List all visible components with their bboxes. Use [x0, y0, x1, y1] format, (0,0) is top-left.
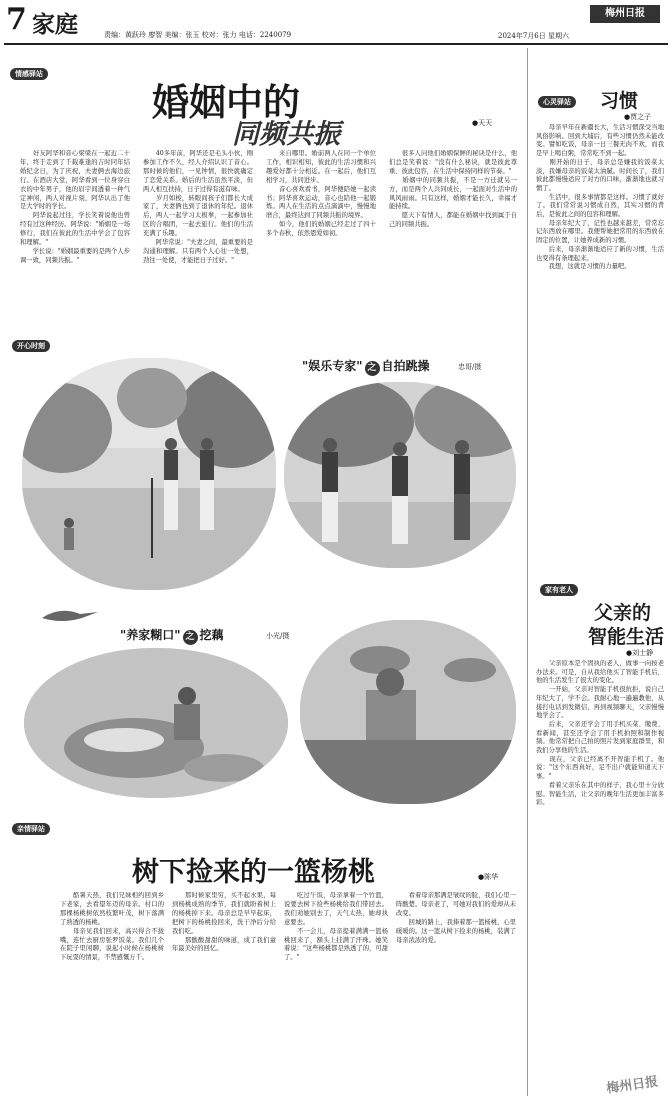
photo1-author: 忠哥/摄: [458, 363, 482, 371]
article2-column-2: 那时候家里穷，买不起水果，每到杨桃成熟的季节，我们就盼着树上的杨桃掉下来。母亲总是早早起床，把树下的杨桃捡回来，洗干净后分给我们吃。 那酸酸甜甜的味道，成了我们童年最美好的回忆。: [172, 892, 276, 953]
page-number: 7: [6, 2, 27, 37]
photo1-caption-a: "娱乐专家": [302, 359, 363, 373]
editor-credits: 责编：黄跃玲 廖智 美编：张玉 校对：张力 电话：2240079: [104, 31, 292, 39]
article1-tag: 情感驿站: [10, 68, 48, 80]
side1-author: ●贾之子: [624, 113, 652, 121]
side1-title: 习惯: [600, 90, 639, 112]
dance-photo-left: [22, 358, 276, 590]
side2-title-a: 父亲的: [594, 602, 652, 624]
photo1-caption-b: 自拍跳操: [381, 359, 430, 373]
article2-title: 树下捡来的一篮杨桃: [132, 857, 375, 888]
article1-column-1: 好友阿华和音心梁梁在一起近二十年，终于走到了千载难逢的吉时同年结婚纪念日，为了庆祝，夫妻俩去海边旅行。在酒店大堂，阿华看到一位身穿白衣的中年男子，他的眉宇间透着一种气定神闲，两人对视片刻，阿华认出了他是大学时的学长。 阿华说起过往，学长笑着说他也曾经有过这种经历。阿华说："婚姻是一场修行，我们在彼此的生活中学会了包容和理解。" 学长说："婚姻最重要的是两个人步调一致，同频共振。": [20, 150, 130, 264]
photo2-caption-a: "养家糊口": [120, 628, 181, 642]
photo1-caption: [302, 357, 430, 376]
article1-column-2: 40多年前，阿华还是毛头小伙，刚参加工作不久，经人介绍认识了音心。那时候的他们，一见钟情，很快就确定了恋爱关系。婚后的生活虽然平淡，但两人相互扶持，日子过得有滋有味。 岁月如梭，转眼间孩子们都长大成家了，夫妻俩也到了退休的年纪。退休后，两人一起学习太极拳，一起参加社区的合唱团，一起去旅行。他们的生活充满了乐趣。 阿华常说："夫妻之间，最重要的是沟通和理解。只有两个人心往一处想，劲往一处使，才能把日子过好。": [143, 150, 253, 264]
header-rule: [4, 43, 668, 45]
photo1-caption-circle: 之: [365, 361, 380, 376]
side1-tag: 心灵驿站: [538, 96, 576, 108]
page-header: [0, 0, 672, 44]
article1-subtitle: 同频共振: [232, 119, 340, 150]
article2-column-4: 看着母亲那满是皱纹的脸，我们心里一阵酸楚。母亲老了，可她对我们的爱却从未改变。 回城的路上，我捧着那一篮杨桃，心里暖暖的。这一篮从树下捡来的杨桃，装满了母亲浓浓的爱。: [396, 892, 516, 944]
bird-decoration: [40, 604, 100, 624]
photo2-caption-b: 挖藕: [199, 628, 224, 642]
lotus-photo-left-art: [24, 648, 288, 798]
side2-body: 父亲原本是个固执的老人，做事一向按老办法来。可是，自从我给他买了智能手机后，他的生活发生了很大的变化。 一开始，父亲对智能手机很抗拒，说自己年纪大了，学不会。我耐心地一遍遍教他，从接打电话到发微信，再到视频聊天，父亲慢慢地学会了。 后来，父亲还学会了用手机买菜、缴费、看新闻，甚至还学会了用手机拍照和制作视频。他常常把自己拍的照片发到家庭群里，和我们分享他的生活。 现在，父亲已经离不开智能手机了。他说："这个东西真好，足不出户就能知道天下事。" 看着父亲乐在其中的样子，我心里十分欣慰。智能生活，让父亲的晚年生活更加丰富多彩。: [536, 660, 664, 807]
side2-tag: 家有老人: [540, 584, 578, 596]
watermark-logo: 梅州日报: [605, 1074, 660, 1097]
article2-author: ●陈华: [478, 873, 499, 881]
dance-photo-right: [284, 382, 516, 568]
dance-photo-right-art: [284, 382, 516, 568]
article2-column-1: 酷暑天热，我们兄妹相约回到乡下老家，去看望年迈的母亲。村口的那棵杨桃树依然枝繁叶茂，树下落满了熟透的杨桃。 母亲见我们回来，高兴得合不拢嘴，连忙去厨房张罗饭菜。我们几个在院子里闲聊，说起小时候在杨桃树下玩耍的情景，不禁感慨万千。: [60, 892, 164, 962]
lotus-photo-right-art: [300, 620, 516, 804]
lotus-photo-right: [300, 620, 516, 804]
section-title: 家庭: [32, 12, 78, 38]
side2-title-b: 智能生活: [588, 626, 665, 648]
article2-column-3: 吃过午饭，母亲拿着一个竹篮，说要去树下捡些杨桃给我们带回去。我们劝她别去了，天气太热，她却执意要去。 不一会儿，母亲提着满满一篮杨桃回来了，额头上挂满了汗珠。她笑着说："这些杨桃都是熟透了的，可甜了。": [284, 892, 388, 962]
photo2-author: 小光/摄: [266, 632, 290, 640]
article2-tag: 亲情驿站: [12, 823, 50, 835]
newspaper-logo: 梅州日报: [590, 5, 660, 23]
photo1-tag: 开心时刻: [12, 340, 50, 352]
side1-body: 母亲早年在新疆长大，生活习惯深受当地风俗影响。回到大埔后，有些习惯仍然未能改变。譬如吃饭，母亲一日三餐无肉不欢，而我是早上喝白粥，常常吃不到一起。 刚开始的日子，母亲总是嫌我的饭菜太淡，我嫌母亲的饭菜太油腻。时间长了，我们彼此都慢慢适应了对方的口味，渐渐地也就习惯了。 生活中，很多事情都是这样。习惯了就好了。我们常常说习惯成自然，其实习惯的背后，是彼此之间的包容和理解。 母亲年纪大了，记性也越来越差，常常忘记东西放在哪里。我便帮她把常用的东西放在固定的位置，让她养成新的习惯。 后来，母亲渐渐地适应了新的习惯，生活也变得有条理起来。 我想，这就是习惯的力量吧。: [536, 124, 664, 271]
dance-photo-left-art: [22, 358, 276, 590]
side2-author: ●刘士静: [626, 649, 654, 657]
article1-author: ●天天: [472, 119, 493, 127]
photo2-caption-circle: 之: [183, 630, 198, 645]
article1-column-4: 很多人问他们婚姻保鲜的秘诀是什么，他们总是笑着说："没有什么秘诀，就是彼此尊重、彼此包容，在生活中保持同样的节奏。" 婚姻中的同频共振，不是一方迁就另一方，而是两个人共同成长，一起面对生活中的风风雨雨。只有这样，婚姻才能长久，幸福才能持续。 愿天下有情人，都能在婚姻中找到属于自己的同频共振。: [389, 150, 517, 229]
issue-date: 2024年7月6日 星期六: [498, 32, 569, 40]
lotus-photo-left: [24, 648, 288, 798]
photo2-caption: [120, 626, 224, 645]
article1-column-3: 来自哪里。婚前两人在同一个单位工作，相识相知，彼此的生活习惯和兴趣爱好都十分相近。在一起后，他们互相学习，共同进步。 音心喜欢看书，阿华便陪她一起读书；阿华喜欢运动，音心也陪他一起锻炼。两人在生活的点点滴滴中，慢慢地磨合，最终达到了同频共振的境界。 如今，他们的婚姻已经走过了四十多个春秋，依然恩爱如初。: [266, 150, 376, 238]
article1-title: 婚姻中的: [152, 80, 300, 124]
column-divider: [527, 48, 528, 1096]
